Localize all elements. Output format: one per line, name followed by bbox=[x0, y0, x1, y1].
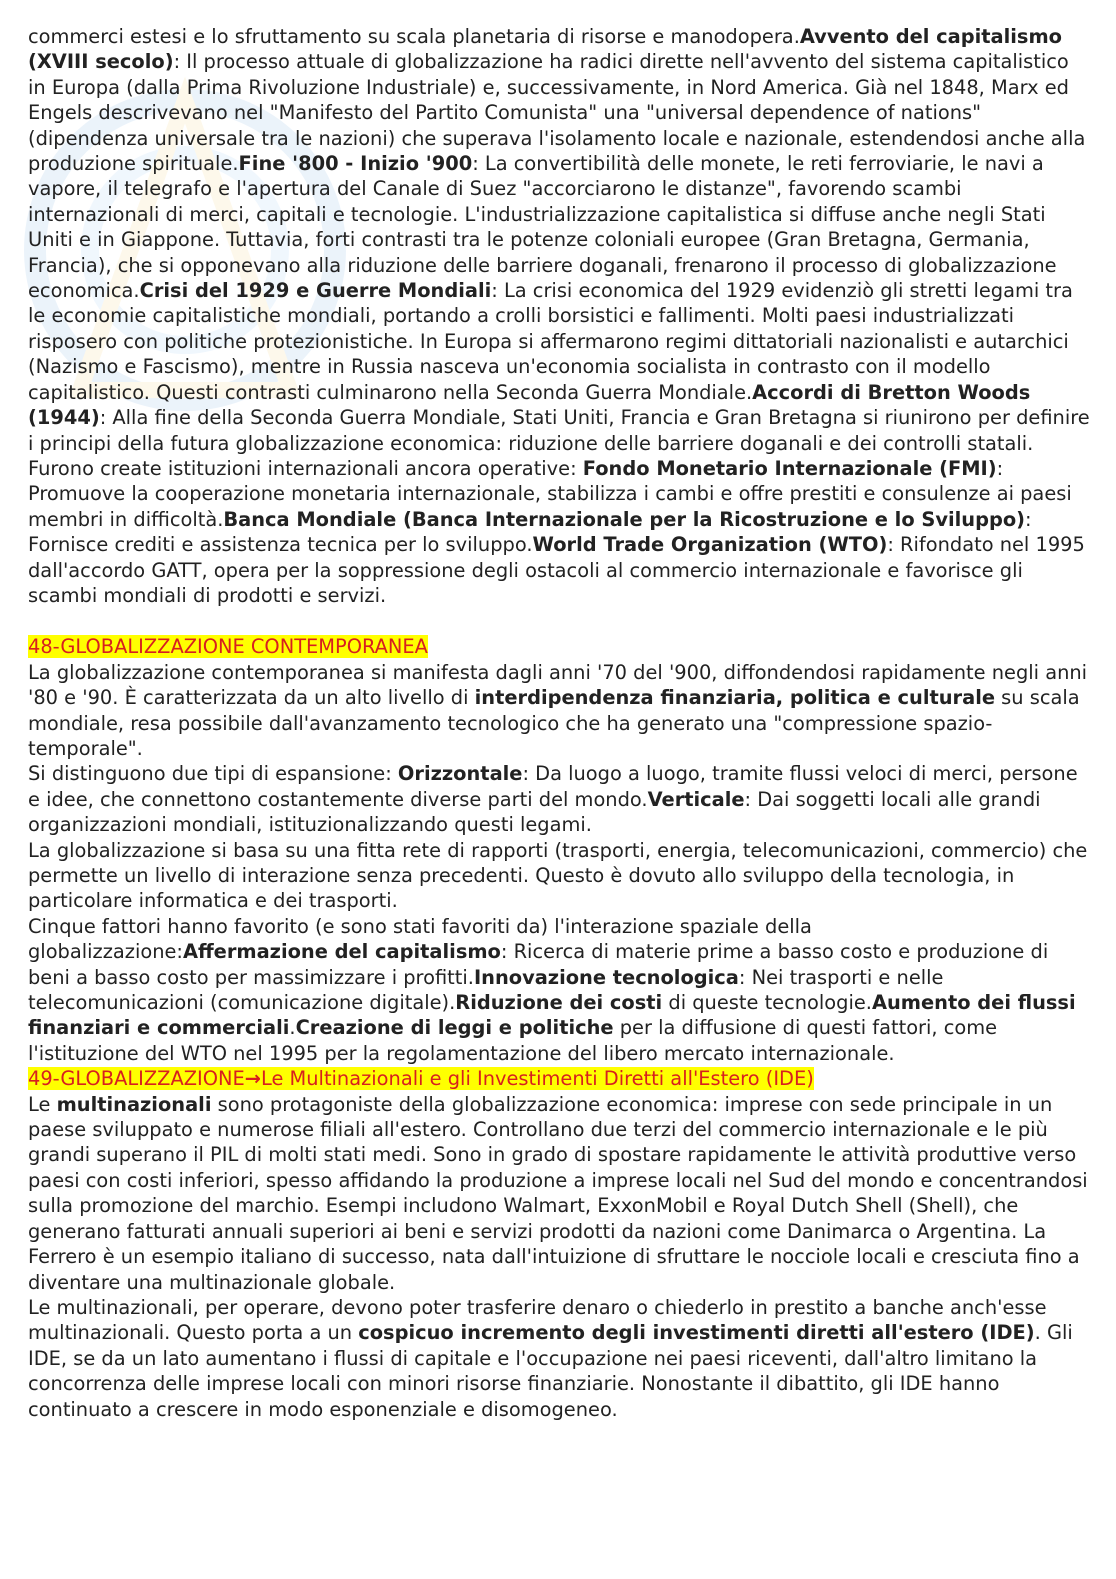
section-48-paragraph-3: La globalizzazione si basa su una fitta rete di rapporti (trasporti, energia, telecomunicazioni, commercio) che permette un livello di interazione senza precedenti. Questo è dovuto allo sviluppo della tecnologia, in particolare informatica e dei trasporti. bbox=[28, 838, 1088, 913]
intro-paragraph: commerci estesi e lo sfruttamento su scala planetaria di risorse e manodopera.Avvento del capitalismo (XVIII secolo): Il processo attuale di globalizzazione ha radici dirette nell'avvento del sistema capitalistico in Europa (dalla Prima Rivoluzione Industriale) e, successivamente, in Nord America. Già nel 1848, Marx ed Engels descrivevano nel "Manifesto del Partito Comunista" una "universal dependence of nations" (dipendenza universale tra le nazioni) che superava l'isolamento locale e nazionale, estendendosi anche alla produzione spirituale.Fine '800 - Inizio '900: La convertibilità delle monete, le reti ferroviarie, le navi a vapore, il telegrafo e l'apertura del Canale di Suez "accorciarono le distanze", favorendo scambi internazionali di merci, capitali e tecnologie. L'industrializzazione capitalistica si diffuse anche negli Stati Uniti e in Giappone. Tuttavia, forti contrasti tra le potenze coloniali europee (Gran Bretagna, Germania, Francia), che si opponevano alla riduzione delle barriere doganali, frenarono il processo di globalizzazione economica.Crisi del 1929 e Guerre Mondiali: La crisi economica del 1929 evidenziò gli stretti legami tra le economie capitalistiche mondiali, portando a crolli borsistici e fallimenti. Molti paesi industrializzati risposero con politiche protezionistiche. In Europa si affermarono regimi dittatoriali nazionalisti e autarchici (Nazismo e Fascismo), mentre in Russia nasceva un'economia socialista in contrasto con il modello capitalistico. Questi contrasti culminarono nella Seconda Guerra Mondiale.Accordi di Bretton Woods (1944): Alla fine della Seconda Guerra Mondiale, Stati Uniti, Francia e Gran Bretagna si riunirono per definire i principi della futura globalizzazione economica: riduzione delle barriere doganali e dei controlli statali. Furono create istituzioni internazionali ancora operative: Fondo Monetario Internazionale (FMI): Promuove la cooperazione monetaria internazionale, stabilizza i cambi e offre prestiti e consulenze ai paesi membri in difficoltà.Banca Mondiale (Banca Internazionale per la Ricostruzione e lo Sviluppo): Fornisce crediti e assistenza tecnica per lo sviluppo.World Trade Organization (WTO): Rifondato nel 1995 dall'accordo GATT, opera per la soppressione degli ostacoli al commercio internazionale e favorisce gli scambi mondiali di prodotti e servizi. bbox=[28, 25, 1090, 607]
section-49-paragraph-1: Le multinazionali sono protagoniste della globalizzazione economica: imprese con sede principale in un paese sviluppato e numerose filiali all'estero. Controllano due terzi del commercio internazionale e le più grandi superano il PIL di molti stati medi. Sono in grado di spostare rapidamente le attività produttive verso paesi con costi inferiori, spesso affidando la produzione a imprese locali nel Sud del mondo e concentrandosi sulla promozione del marchio. Esempi includono Walmart, ExxonMobil e Royal Dutch Shell (Shell), che generano fatturati annuali superiori ai beni e servizi prodotti da nazioni come Danimarca o Argentina. La Ferrero è un esempio italiano di successo, nata dall'intuizione di sfruttare le nocciole locali e cresciuta fino a diventare una multinazionale globale. bbox=[28, 1092, 1088, 1294]
section-48-paragraph-2: Si distinguono due tipi di espansione: Orizzontale: Da luogo a luogo, tramite flussi veloci di merci, persone e idee, che connettono costantemente diverse parti del mondo.Verticale: Dai soggetti locali alle grandi organizzazioni mondiali, istituzionalizzando questi legami. bbox=[28, 762, 1078, 837]
section-49-paragraph-2: Le multinazionali, per operare, devono poter trasferire denaro o chiederlo in prestito a banche anch'esse multinazionali. Questo porta a un cospicuo incremento degli investimenti diretti all'estero (IDE). Gli IDE, se da un lato aumentano i flussi di capitale e l'occupazione nei paesi riceventi, dall'altro limitano la concorrenza delle imprese locali con minori risorse finanziarie. Nonostante il dibattito, gli IDE hanno continuato a crescere in modo esponenziale e disomogeneo. bbox=[28, 1295, 1073, 1421]
section-48-heading: 48-GLOBALIZZAZIONE CONTEMPORANEA bbox=[28, 635, 428, 659]
section-48-paragraph-4: Cinque fattori hanno favorito (e sono stati favoriti da) l'interazione spaziale della globalizzazione:Affermazione del capitalismo: Ricerca di materie prime a basso costo e produzione di beni a basso costo per massimizzare i profitti.Innovazione tecnologica: Nei trasporti e nelle telecomunicazioni (comunicazione digitale).Riduzione dei costi di queste tecnologie.Aumento dei flussi finanziari e commerciali.Creazione di leggi e politiche per la diffusione di questi fattori, come l'istituzione del WTO nel 1995 per la regolamentazione del libero mercato internazionale. bbox=[28, 914, 1076, 1065]
section-48-paragraph-1: La globalizzazione contemporanea si manifesta dagli anni '70 del '900, diffondendosi rapidamente negli anni '80 e '90. È caratterizzata da un alto livello di interdipendenza finanziaria, politica e culturale su scala mondiale, resa possibile dall'avanzamento tecnologico che ha generato una "compressione spazio-temporale". bbox=[28, 660, 1088, 760]
arrow-right-icon: → bbox=[244, 1067, 261, 1091]
section-49-heading: 49-GLOBALIZZAZIONE→Le Multinazionali e gli Investimenti Diretti all'Estero (IDE) bbox=[28, 1067, 814, 1091]
document-page bbox=[28, 24, 1090, 1422]
